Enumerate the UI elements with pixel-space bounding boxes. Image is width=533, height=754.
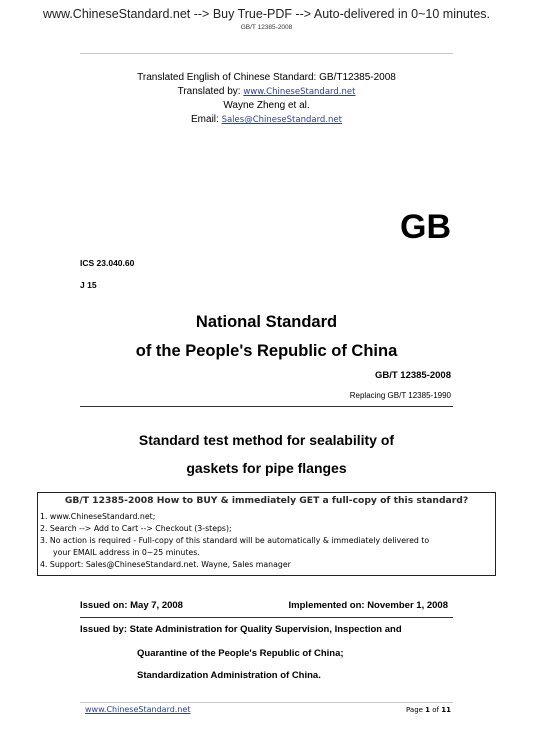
translated-by-line (0, 86, 533, 97)
issue-divider (80, 617, 453, 618)
page-indicator (406, 706, 451, 714)
document-title-line1: Standard test method for sealability of (138, 432, 395, 448)
issued-by-line1: Issued by: State Administration for Quality Supervision, Inspection and (80, 624, 402, 635)
standard-number: GB/T 12385-2008 (374, 370, 451, 381)
document-title-line2: gaskets for pipe flanges (186, 460, 347, 476)
purchase-heading: GB/T 12385-2008 How to BUY & immediately GET a full-copy of this standard? (64, 495, 469, 506)
page-total: 11 (441, 706, 451, 714)
purchase-steps-list (40, 511, 429, 571)
email-line (0, 114, 533, 125)
page-current: 1 (425, 706, 431, 714)
national-standard-heading: National Standard (195, 313, 338, 331)
purchase-info-box (37, 492, 496, 576)
email-label: Email: (191, 114, 222, 125)
translator-website-link[interactable]: www.ChineseStandard.net (243, 87, 356, 97)
banner-text: www.ChineseStandard.net --> Buy True-PDF --> Auto-delivered in 0~10 minutes. (42, 7, 491, 21)
country-heading: of the People's Republic of China (135, 342, 398, 360)
issued-by-line2: Quarantine of the People's Republic of China; (137, 648, 344, 659)
j-code: J 15 (80, 280, 97, 290)
list-item: your EMAIL address in 0~25 minutes. (53, 548, 200, 557)
page-prefix: Page (406, 706, 426, 714)
issued-on-date: Issued on: May 7, 2008 (80, 600, 183, 611)
footer-divider (80, 702, 453, 703)
replacing-note: Replacing GB/T 12385-1990 (349, 391, 451, 400)
gb-mark: GB (400, 208, 451, 246)
translator-name: Wayne Zheng et al. (223, 100, 310, 111)
list-item: 3. No action is required - Full-copy of this standard will be automatically & immediately delivered to (40, 536, 430, 545)
issued-by-line3: Standardization Administration of China. (137, 670, 321, 681)
email-link[interactable]: Sales@ChineseStandard.net (221, 115, 342, 125)
ics-code: ICS 23.040.60 (80, 258, 135, 268)
header-divider (80, 53, 453, 54)
footer-website-link[interactable]: www.ChineseStandard.net (85, 705, 191, 714)
list-item[interactable]: 1. www.ChineseStandard.net; (40, 512, 156, 521)
translation-title: Translated English of Chinese Standard: GB/T12385-2008 (137, 72, 396, 83)
list-item: 4. Support: Sales@ChineseStandard.net. Wayne, Sales manager (40, 560, 291, 569)
implemented-on-date: Implemented on: November 1, 2008 (288, 600, 448, 611)
list-item: 2. Search --> Add to Cart --> Checkout (3-steps); (40, 524, 232, 533)
translated-by-label: Translated by: (177, 86, 244, 97)
page-of: of (430, 706, 442, 714)
title-divider (80, 406, 453, 407)
header-doc-id: GB/T 12385-2008 (240, 24, 293, 31)
